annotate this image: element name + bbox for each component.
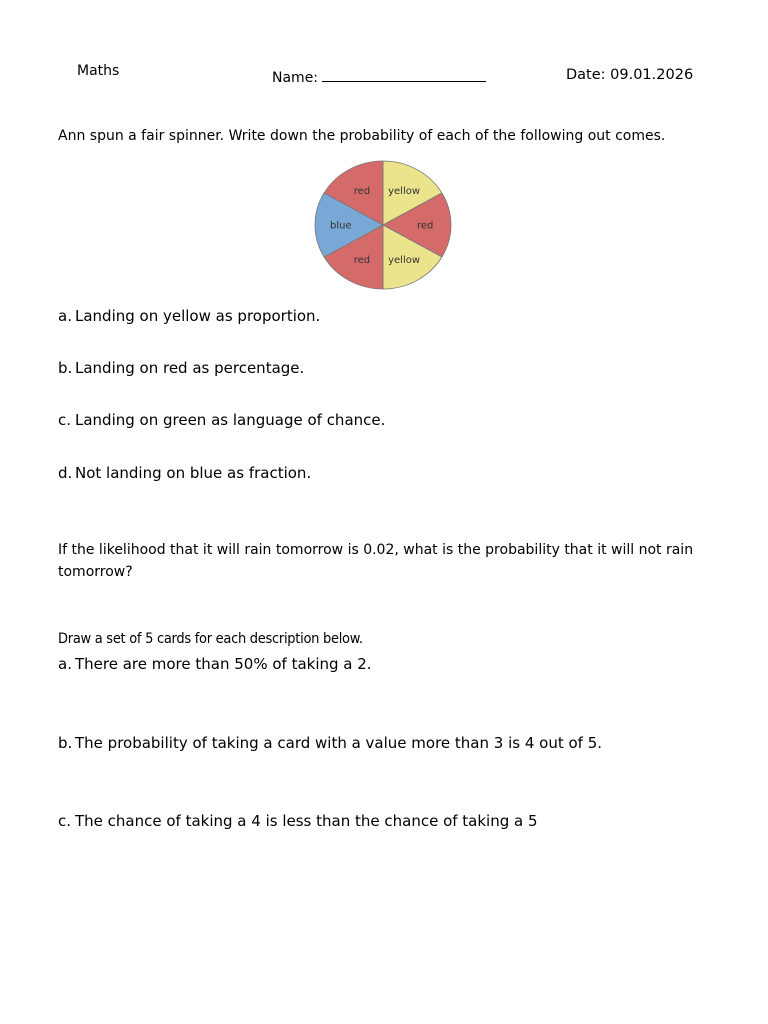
question-text: The probability of taking a card with a value more than 3 is 4 out of 5. [75, 734, 603, 752]
name-line [272, 67, 486, 86]
spinner-sector-label: yellow [388, 186, 421, 198]
date-label: Date: 09.01.2026 [566, 67, 694, 83]
question-label: b. [58, 734, 73, 752]
question-item [58, 734, 602, 752]
name-label: Name: [272, 70, 319, 86]
spinner-sector-label: red [353, 254, 371, 266]
question-label: c. [58, 411, 72, 429]
question-label: c. [58, 812, 72, 830]
spinner-sector-label: red [416, 220, 434, 232]
spinner-sector-label: yellow [388, 254, 421, 266]
subject-title: Maths [77, 63, 120, 79]
cards-intro: Draw a set of 5 cards for each description below. [58, 631, 363, 647]
spinner-sector-label: red [353, 186, 371, 198]
spinner-svg [313, 158, 453, 292]
question-item [58, 655, 372, 673]
question-text: Not landing on blue as fraction. [75, 464, 312, 482]
question-text: Landing on green as language of chance. [75, 411, 386, 429]
question-item [58, 307, 320, 325]
spinner-intro: Ann spun a fair spinner. Write down the probability of each of the following out comes. [58, 128, 666, 144]
question-label: a. [58, 307, 72, 325]
question-item [58, 464, 311, 482]
question-text: The chance of taking a 4 is less than the chance of taking a 5 [75, 812, 538, 830]
question-item [58, 411, 385, 429]
question-text: There are more than 50% of taking a 2. [75, 655, 372, 673]
question-label: d. [58, 464, 73, 482]
rain-question: If the likelihood that it will rain tomorrow is 0.02, what is the probability that it will not rain tomorrow? [58, 542, 694, 580]
spinner-sector-label: blue [330, 220, 352, 232]
name-blank[interactable] [322, 67, 486, 82]
spinner-figure [313, 158, 453, 292]
question-text: Landing on yellow as proportion. [75, 307, 321, 325]
question-item [58, 359, 304, 377]
question-label: b. [58, 359, 73, 377]
question-item [58, 812, 538, 830]
question-label: a. [58, 655, 72, 673]
question-text: Landing on red as percentage. [75, 359, 305, 377]
